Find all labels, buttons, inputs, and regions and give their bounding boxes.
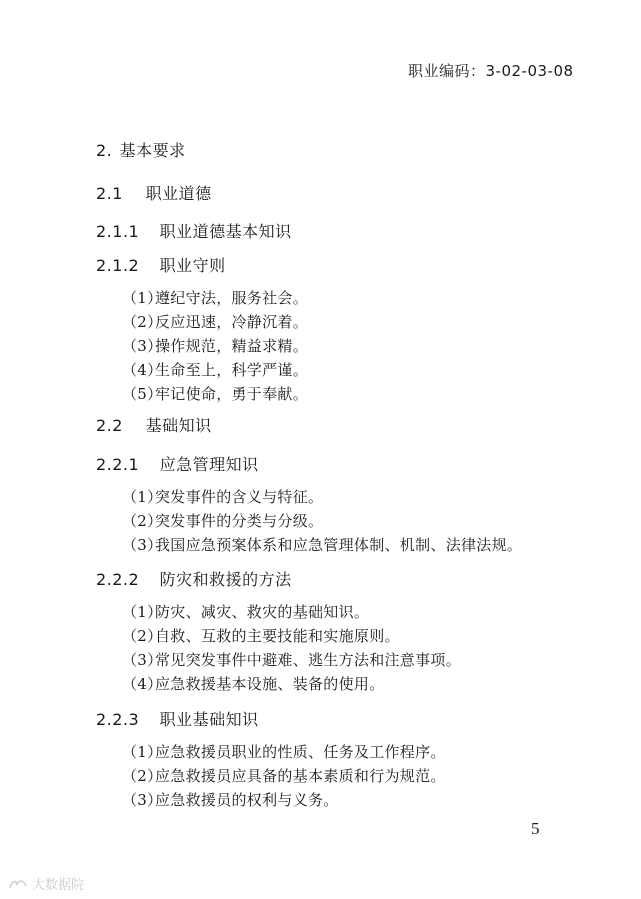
section-number: 2.2 — [96, 416, 123, 435]
list-index: （1） — [122, 743, 163, 761]
list-index: （3） — [122, 337, 163, 355]
section-title: 职业道德基本知识 — [159, 222, 292, 241]
section-title: 基础知识 — [145, 416, 212, 435]
list-text: 应急救援员职业的性质、任务及工作程序。 — [155, 743, 446, 761]
list-index: （3） — [122, 651, 163, 669]
section-number: 2.1 — [96, 184, 123, 203]
list-text: 遵纪守法，服务社会。 — [155, 289, 309, 307]
section-title: 职业道德 — [145, 184, 212, 203]
page-number: 5 — [531, 819, 540, 838]
section-heading-2-2-3 — [96, 707, 259, 730]
section-title: 防灾和救援的方法 — [159, 570, 292, 589]
list-text: 常见突发事件中避难、逃生方法和注意事项。 — [155, 651, 462, 669]
list-index: （2） — [122, 767, 163, 785]
watermark-text: 大数据院 — [32, 878, 85, 893]
list-index: （3） — [122, 791, 163, 809]
list-text: 应急救援员的权利与义务。 — [155, 791, 339, 809]
list-index: （5） — [122, 385, 163, 403]
list-item — [122, 359, 308, 380]
list-item — [122, 383, 308, 404]
section-number: 2.1.2 — [96, 256, 140, 275]
section-title: 基本要求 — [119, 141, 186, 160]
section-heading-2-1 — [96, 181, 212, 204]
list-item — [122, 741, 446, 762]
list-text: 操作规范，精益求精。 — [155, 337, 309, 355]
list-index: （1） — [122, 289, 163, 307]
section-number: 2.2.1 — [96, 455, 140, 474]
section-heading-2-2 — [96, 413, 212, 436]
list-index: （4） — [122, 675, 163, 693]
section-number: 2.1.1 — [96, 222, 140, 241]
section-number: 2.2.3 — [96, 710, 140, 729]
list-index: （2） — [122, 627, 163, 645]
section-heading-2-1-2 — [96, 253, 226, 276]
list-index: （2） — [122, 313, 163, 331]
list-text: 反应迅速，冷静沉着。 — [155, 313, 309, 331]
list-index: （1） — [122, 488, 163, 506]
list-text: 应急救援员应具备的基本素质和行为规范。 — [155, 767, 446, 785]
list-item — [122, 789, 339, 810]
list-text: 生命至上，科学严谨。 — [155, 361, 309, 379]
list-text: 自救、互救的主要技能和实施原则。 — [155, 627, 400, 645]
list-text: 我国应急预案体系和应急管理体制、机制、法律法规。 — [155, 536, 523, 554]
list-index: （4） — [122, 361, 163, 379]
list-item — [122, 601, 369, 622]
list-index: （1） — [122, 603, 163, 621]
list-item — [122, 649, 461, 670]
section-title: 职业守则 — [159, 256, 226, 275]
occupation-code: 职业编码：3-02-03-08 — [408, 62, 574, 80]
section-number: 2. — [96, 141, 113, 160]
list-text: 防灾、减灾、救灾的基础知识。 — [155, 603, 370, 621]
list-item — [122, 625, 400, 646]
list-item — [122, 510, 323, 531]
section-title: 职业基础知识 — [159, 710, 259, 729]
section-number: 2.2.2 — [96, 570, 140, 589]
watermark — [8, 874, 84, 893]
list-index: （2） — [122, 512, 163, 530]
section-heading-2-1-1 — [96, 219, 292, 242]
list-item — [122, 486, 323, 507]
section-title: 应急管理知识 — [159, 455, 259, 474]
list-item — [122, 287, 308, 308]
list-text: 突发事件的分类与分级。 — [155, 512, 324, 530]
section-heading-2-2-2 — [96, 567, 292, 590]
list-index: （3） — [122, 536, 163, 554]
watermark-logo-icon — [8, 877, 28, 891]
list-item — [122, 673, 385, 694]
section-heading-2 — [96, 138, 186, 161]
list-text: 应急救援基本设施、装备的使用。 — [155, 675, 385, 693]
list-item — [122, 765, 446, 786]
list-text: 突发事件的含义与特征。 — [155, 488, 324, 506]
list-item — [122, 534, 522, 555]
list-item — [122, 335, 308, 356]
list-item — [122, 311, 308, 332]
section-heading-2-2-1 — [96, 452, 259, 475]
list-text: 牢记使命，勇于奉献。 — [155, 385, 309, 403]
